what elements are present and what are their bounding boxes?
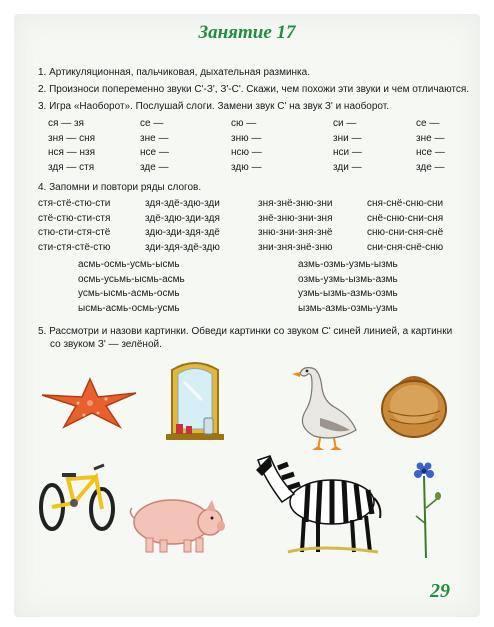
task-5-text-line-1: 5. Рассмотри и назови картинки. Обведи картинки со звуком С' синей линией, а картинки	[38, 326, 453, 337]
rows2-column-1	[78, 258, 185, 316]
mirror-icon[interactable]	[164, 360, 226, 452]
syllable-row: стю-сти-стя-стё	[38, 227, 111, 238]
syllable-row: здя-здё-здю-зди	[145, 198, 220, 209]
syllable-prompt: здю —	[231, 161, 262, 173]
task-4-text: 4. Запомни и повтори ряды слогов.	[38, 182, 202, 193]
cornflower-icon[interactable]	[410, 462, 446, 560]
syllable-column-5	[416, 117, 445, 175]
syllable-pair: здя — стя	[48, 161, 95, 173]
syllable-row: осмь-усьмь-ысмь-асмь	[78, 273, 185, 285]
syllable-row: усмь-ысмь-асмь-осмь	[78, 288, 180, 299]
syllable-column-1	[48, 117, 95, 175]
task-1-text: 1. Артикуляционная, пальчиковая, дыхательная разминка.	[38, 67, 310, 78]
syllable-row: сти-стя-стё-стю	[38, 241, 111, 253]
syllable-prompt: се —	[140, 118, 164, 129]
rows2-column-2	[298, 258, 398, 316]
rows-column-3	[258, 197, 332, 255]
syllable-prompt: зде —	[140, 161, 169, 173]
syllable-prompt: нсю —	[231, 147, 262, 158]
syllable-row: зни-зня-знё-зню	[258, 241, 333, 253]
syllable-pair: ся — зя	[48, 118, 84, 129]
task-5-text-line-2: со звуком З' — зелёной.	[50, 339, 162, 350]
syllable-row: стё-стю-сти-стя	[38, 212, 111, 224]
rows-column-2	[145, 197, 220, 255]
syllable-column-4	[333, 117, 362, 175]
syllable-row: озмь-узмь-ызмь-азмь	[298, 273, 398, 285]
zebra-icon[interactable]	[248, 448, 388, 558]
syllable-prompt: си —	[333, 118, 357, 129]
syllable-row: сню-сни-сня-снё	[367, 227, 444, 238]
syllable-prompt: нсе —	[416, 147, 445, 158]
syllable-row: ысмь-асмь-осмь-усмь	[78, 302, 180, 314]
syllable-row: сни-сня-снё-сню	[367, 241, 444, 253]
syllable-prompt: зне —	[416, 132, 445, 144]
syllable-row: здю-зди-здя-здё	[145, 227, 220, 238]
task-2-text: 2. Произноси попеременно звуки С'-З', З'-С'. Скажи, чем похожи эти звуки и чем отличаются.	[38, 84, 470, 95]
rows-column-1	[38, 197, 110, 255]
syllable-column-3	[231, 117, 262, 175]
syllable-prompt: нсе —	[140, 147, 169, 158]
lesson-title: Занятие 17	[198, 22, 296, 43]
syllable-row: стя-стё-стю-сти	[38, 198, 111, 209]
syllable-row: узмь-ызмь-азмь-озмь	[298, 288, 398, 299]
syllable-row: азмь-озмь-узмь-ызмь	[298, 259, 398, 270]
syllable-row: асмь-осмь-усмь-ысмь	[78, 259, 180, 270]
page-number: 29	[430, 580, 450, 602]
syllable-row: знё-зню-зни-зня	[258, 212, 333, 224]
syllable-row: зди-здя-здё-здю	[145, 241, 220, 253]
starfish-icon[interactable]	[40, 375, 140, 430]
syllable-prompt: нси —	[333, 147, 362, 158]
bicycle-icon[interactable]	[38, 455, 116, 533]
syllable-row: зню-зни-зня-знё	[258, 227, 333, 238]
syllable-pair: нся — нзя	[48, 147, 96, 158]
basket-icon[interactable]	[378, 365, 450, 443]
syllable-prompt: зню —	[231, 132, 262, 144]
goose-icon[interactable]	[290, 360, 362, 455]
syllable-pair: зня — сня	[48, 132, 96, 144]
syllable-prompt: зди —	[333, 161, 362, 173]
syllable-row: здё-здю-зди-здя	[145, 212, 220, 224]
syllable-row: ызмь-азмь-озмь-узмь	[298, 302, 398, 314]
syllable-prompt: сю —	[231, 118, 257, 129]
syllable-prompt: зде —	[416, 161, 445, 173]
task-3-text: 3. Игра «Наоборот». Послушай слоги. Замени звук С' на звук З' и наоборот.	[38, 101, 390, 112]
syllable-prompt: зне —	[140, 132, 169, 144]
syllable-row: снё-сню-сни-сня	[367, 212, 444, 224]
pig-icon[interactable]	[126, 488, 226, 556]
syllable-prompt: се —	[416, 118, 440, 129]
syllable-row: сня-снё-сню-сни	[367, 198, 444, 209]
syllable-row: зня-знё-зню-зни	[258, 198, 333, 209]
syllable-prompt: зни —	[333, 132, 362, 144]
rows-column-4	[367, 197, 443, 255]
syllable-column-2	[140, 117, 169, 175]
